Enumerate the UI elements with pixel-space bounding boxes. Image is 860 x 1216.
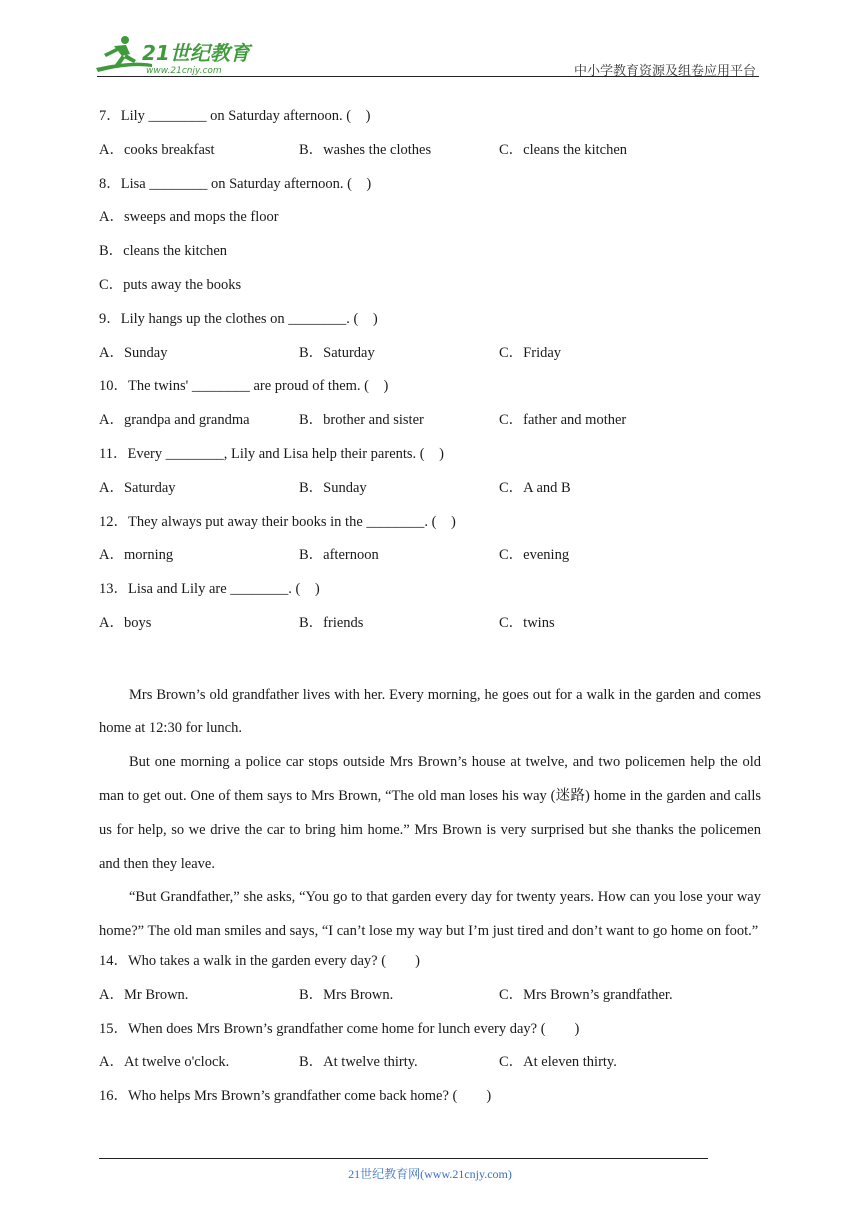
answer-option: C．Friday [499, 344, 562, 361]
option-row [99, 543, 761, 577]
question-stem: 13．Lisa and Lily are ________. ( ) [99, 581, 320, 598]
answer-option: B．friends [299, 614, 364, 631]
question-stem: 16．Who helps Mrs Brown’s grandfather come back home? ( ) [99, 1088, 492, 1105]
question-stem: 7．Lily ________ on Saturday afternoon. ( ) [99, 108, 371, 124]
answer-option: C．evening [499, 547, 570, 564]
answer-option: B．Sunday [299, 479, 367, 496]
question-stem: 11．Every ________, Lily and Lisa help their parents. ( ) [99, 445, 444, 462]
question-stem: 15．When does Mrs Brown’s grandfather come home for lunch every day? ( ) [99, 1020, 580, 1037]
option-row [99, 341, 761, 375]
answer-option: C．puts away the books [99, 276, 242, 293]
logo-text: 21世纪教育 [142, 41, 250, 65]
answer-option: B．washes the clothes [299, 141, 432, 158]
answer-option: C．At eleven thirty. [499, 1054, 617, 1071]
footer-source: 21世纪教育网(www.21cnjy.com) [348, 1167, 512, 1181]
answer-option: A．sweeps and mops the floor [99, 209, 279, 226]
option-row [99, 611, 761, 645]
answer-option: B．afternoon [299, 547, 379, 564]
option-row [99, 476, 761, 510]
answer-option: B．Mrs Brown. [299, 986, 394, 1003]
question-stem: 10．The twins' ________ are proud of them. ( ) [99, 378, 389, 395]
page-header [0, 0, 860, 80]
reading-passage [99, 679, 761, 949]
passage-paragraph: “But Grandfather,” she asks, “You go to that garden every day for twenty years. How can you lose your way home?” The old man smiles and says, “I can’t lose my way but I’m just tired and don’t want to go home on foot.” [99, 889, 761, 940]
answer-option: C．twins [499, 614, 555, 631]
worksheet-content [99, 104, 761, 1118]
answer-option: C．cleans the kitchen [499, 141, 628, 158]
option-row [99, 408, 761, 442]
question-stem: 9．Lily hangs up the clothes on ________. ( ) [99, 310, 378, 327]
logo-21cnjy [92, 34, 262, 78]
question-group-1 [99, 104, 761, 645]
question-stem: 8．Lisa ________ on Saturday afternoon. ( ) [99, 175, 372, 192]
header-divider [97, 76, 759, 77]
answer-option: A．Saturday [99, 479, 176, 496]
answer-option: A．boys [99, 614, 152, 631]
question-stem: 12．They always put away their books in the ________. ( ) [99, 513, 456, 530]
answer-option: A．morning [99, 547, 174, 564]
footer-divider [99, 1158, 708, 1159]
answer-option: B．At twelve thirty. [299, 1054, 418, 1071]
question-group-2 [99, 949, 761, 1118]
answer-option: C．father and mother [499, 412, 627, 429]
option-row [99, 983, 761, 1017]
option-row [99, 1050, 761, 1084]
answer-option: A．Sunday [99, 344, 168, 361]
answer-option: A．cooks breakfast [99, 141, 215, 158]
logo-url: www.21cnjy.com [146, 66, 222, 76]
answer-option: A．grandpa and grandma [99, 412, 250, 429]
answer-option: B．Saturday [299, 344, 375, 361]
spacer [99, 645, 761, 679]
question-stem: 14．Who takes a walk in the garden every day? ( ) [99, 952, 420, 969]
answer-option: B．brother and sister [299, 412, 424, 429]
answer-option: A．At twelve o'clock. [99, 1054, 230, 1071]
option-row [99, 138, 761, 172]
answer-option: A．Mr Brown. [99, 986, 189, 1003]
passage-paragraph: But one morning a police car stops outside Mrs Brown’s house at twelve, and two policemen help the old man to get out. One of them says to Mrs Brown, “The old man loses his way (迷路) home in the garden and calls us for help, so we drive the car to bring him home.” Mrs Brown is very surprised but she thanks the policemen and then they leave. [99, 754, 761, 872]
header-platform-title: 中小学教育资源及组卷应用平台 [573, 64, 756, 79]
answer-option: C．Mrs Brown’s grandfather. [499, 986, 673, 1003]
answer-option: B．cleans the kitchen [99, 243, 228, 260]
answer-option: C．A and B [499, 479, 571, 496]
passage-paragraph: Mrs Brown’s old grandfather lives with her. Every morning, he goes out for a walk in the garden and comes home at 12:30 for lunch. [99, 686, 761, 737]
